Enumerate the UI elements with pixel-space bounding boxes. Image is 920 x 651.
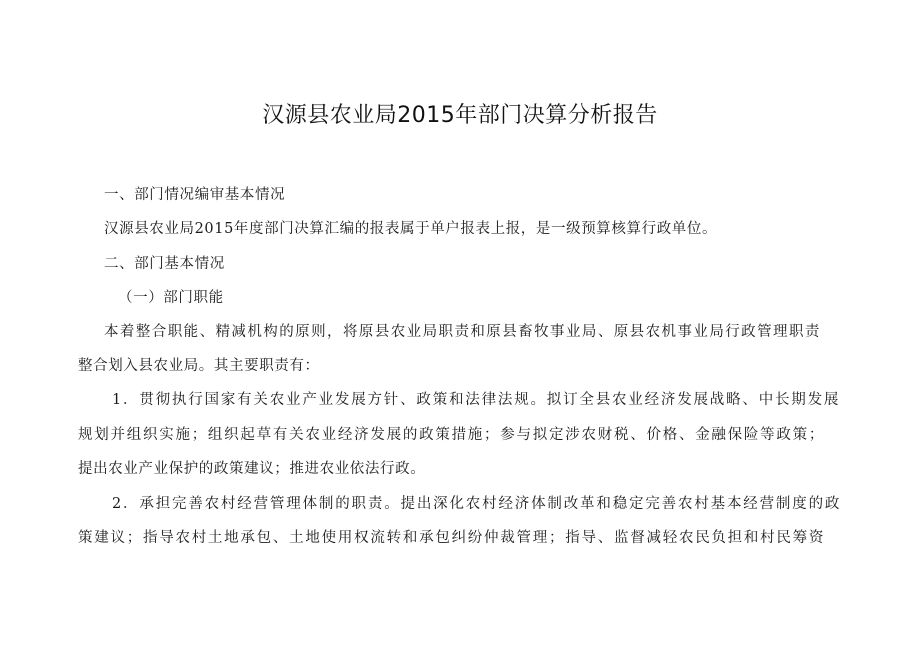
section-heading-2: 二、部门基本情况: [104, 256, 225, 272]
section-heading-1: 一、部门情况编审基本情况: [104, 187, 286, 203]
paragraph-line: 汉源县农业局2015年度部门决算汇编的报表属于单户报表上报，是一级预算核算行政单位。: [104, 221, 718, 237]
subsection-heading: （一）部门职能: [118, 290, 224, 306]
list-item-line: 2．承担完善农村经营管理体制的职责。提出深化农村经济体制改革和稳定完善农村基本经营制度的政: [112, 496, 840, 512]
list-item-line: 提出农业产业保护的政策建议；推进农业依法行政。: [78, 461, 426, 477]
paragraph-line: 本着整合职能、精减机构的原则，将原县农业局职责和原县畜牧事业局、原县农机事业局行政管理职责: [104, 324, 820, 340]
list-item-line: 规划并组织实施；组织起草有关农业经济发展的政策措施；参与拟定涉农财税、价格、金融保险等政策；: [78, 427, 824, 443]
list-item-line: 1．贯彻执行国家有关农业产业发展方针、政策和法律法规。拟订全县农业经济发展战略、中长期发展: [112, 392, 839, 408]
paragraph-line: 整合划入县农业局。其主要职责有：: [78, 358, 320, 374]
document-title: 汉源县农业局2015年部门决算分析报告: [262, 103, 658, 128]
list-item-line: 策建议；指导农村土地承包、土地使用权流转和承包纠纷仲裁管理；指导、监督减轻农民负担和村民筹资: [78, 530, 824, 546]
